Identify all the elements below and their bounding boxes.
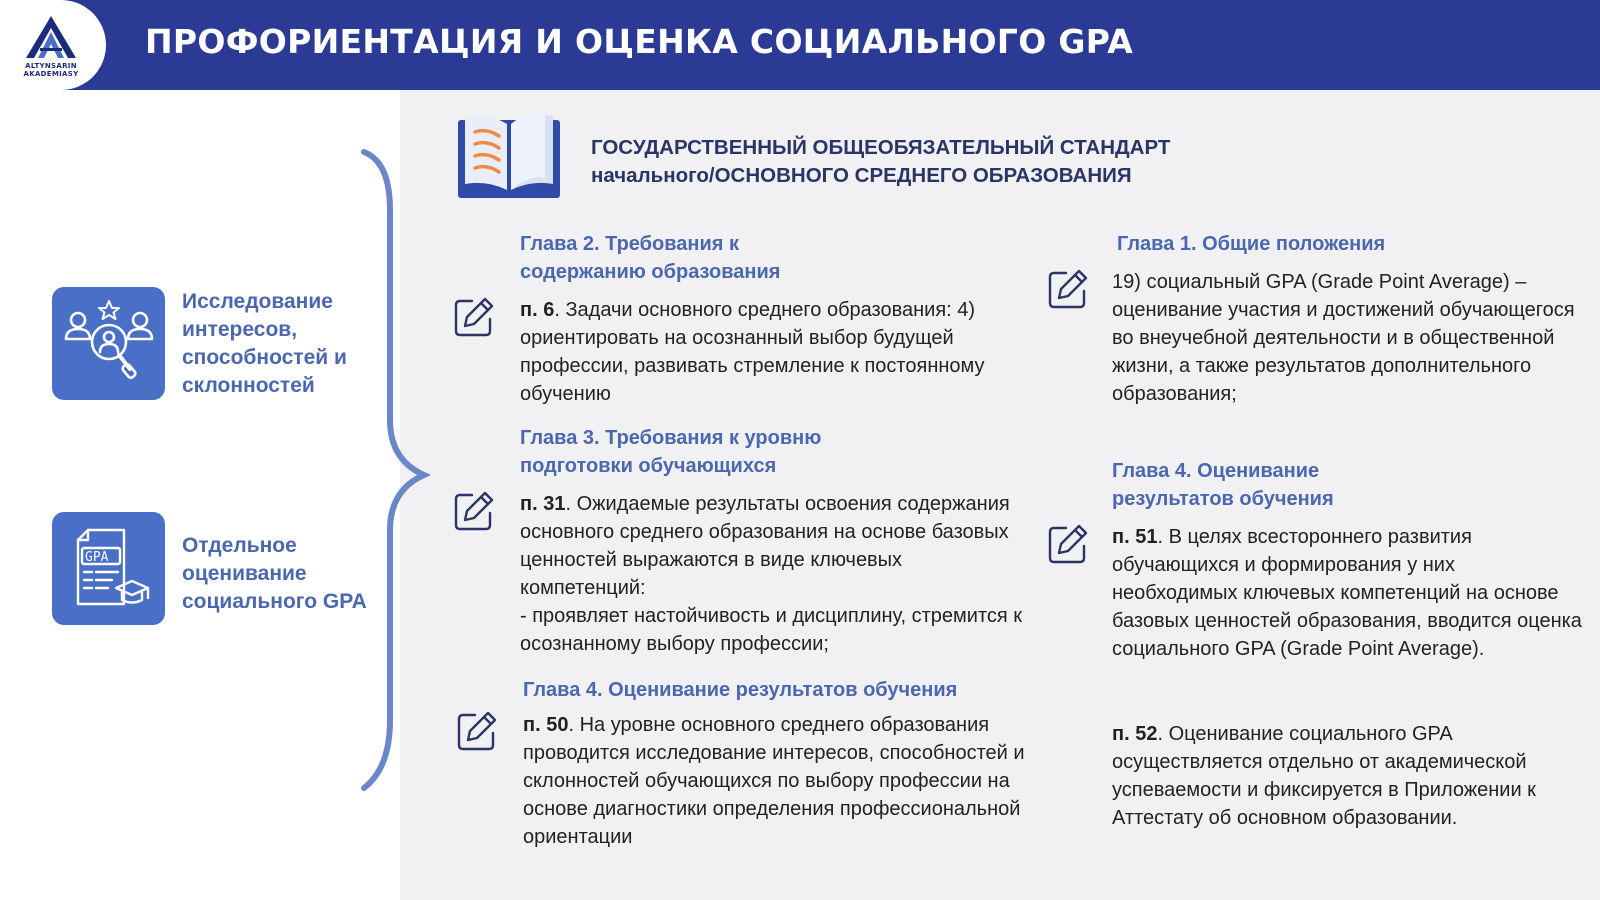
edit-icon [452,295,496,339]
p31-bullet: - проявляет настойчивость и дисциплину, стремится к осознанному выбору профессии; [520,605,1023,655]
interests-tile [52,287,165,400]
p50-text: п. 50. На уровне основного среднего образования проводится исследование интересов, способностей и склонностей обучающихся по выбору профессии на основе диагностики определения профессиональной ориентации [523,714,1025,848]
gpa-tile [52,512,165,625]
people-search-icon [52,287,165,400]
chapter-3-title: Глава 3. Требования к уровню подготовки обучающихся [520,427,822,477]
p51-text: п. 51. В целях всестороннего развития обучающихся и формирования у них необходимых ключевых компетенций на основе базовых ценностей образования, вводится оценка социального GPA (Grade Point Average). [1112,526,1582,660]
chapter-4-title-left: Глава 4. Оценивание результатов обучения [523,679,958,701]
edit-icon [452,489,496,533]
interests-label: Исследование интересов, способностей и склонностей [182,290,347,397]
p6-text: п. 6. Задачи основного среднего образования: 4) ориентировать на осознанный выбор будущей профессии, развивать стремление к постоянному обучению [520,299,985,405]
gpa-label: Отдельное оценивание социального GPA [182,534,367,613]
header-bar [0,0,1600,90]
edit-icon [455,709,499,753]
page-title: ПРОФОРИЕНТАЦИЯ И ОЦЕНКА СОЦИАЛЬНОГО GPA [145,22,1134,61]
logo-a-icon [22,14,80,60]
svg-text:GPA: GPA [85,550,109,565]
chapter-4-title-right: Глава 4. Оценивание результатов обучения [1112,460,1334,510]
standard-title: ГОСУДАРСТВЕННЫЙ ОБЩЕОБЯЗАТЕЛЬНЫЙ СТАНДАРТ начального/ОСНОВНОГО СРЕДНЕГО ОБРАЗОВАНИЯ [591,136,1171,187]
logo-text: ALTYNSARIN AKADEMIASY [23,62,79,78]
curly-brace [350,140,430,800]
edit-icon [1046,522,1090,566]
gpa-document-icon [52,512,165,625]
edit-icon [1046,267,1090,311]
p52-text: п. 52. Оценивание социального GPA осуществляется отдельно от академической успеваемости и фиксируется в Приложении к Аттестату об основном образовании. [1112,723,1536,829]
open-book-icon [455,108,563,202]
chapter-1-title: Глава 1. Общие положения [1117,233,1386,255]
chapter-2-title: Глава 2. Требования к содержанию образования [520,233,781,283]
item19-text: 19) социальный GPA (Grade Point Average) – оценивание участия и достижений обучающегося во внеучебной деятельности и в общественной жизни, а также результатов дополнительного образования; [1112,271,1575,405]
logo [0,0,106,90]
p31-text: п. 31. Ожидаемые результаты освоения содержания основного среднего образования на основе базовых ценностей выражаются в виде ключевых компетенций: - проявляет настойчивость и дисциплину, стремится к осознанному выбору профессии; [520,490,1030,658]
